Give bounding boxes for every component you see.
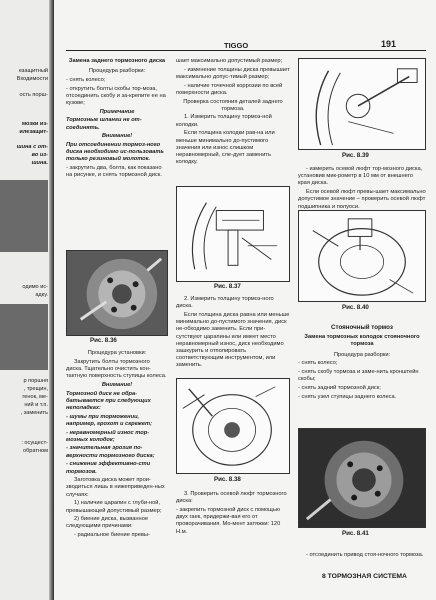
paragraph: 1) наличие царапин с глуби-ной, превышающей допустимый размер; <box>66 500 162 514</box>
fault-item: - шумы при торможении, например, грохот и скрежет; <box>66 413 152 427</box>
figure-caption: Рис. 8.38 <box>214 476 241 483</box>
left-fragment: шина. <box>31 160 48 166</box>
column-1-top <box>66 58 168 181</box>
figure-8-41-photo <box>298 428 426 528</box>
column-2-bottom <box>176 491 290 537</box>
paragraph: 1. Измерить толщину тормоз-ной колодки. <box>176 114 272 128</box>
fault-item: - неравномерный износ тор-мозных колодок; <box>66 429 150 443</box>
figure-8-39-drawing <box>298 58 426 150</box>
paragraph: 2) биение диска, вызванное следующими причинами: <box>66 516 149 530</box>
step-item: - отсоединить привод стоя-ночного тормоза. <box>306 552 424 558</box>
note-title: Примечание <box>99 108 135 115</box>
right-page <box>54 0 436 600</box>
section-heading: Замена тормозных колодок стояночного тормоза <box>304 334 420 348</box>
paragraph: Заготовка диска может прои-зводиться лишь в нижеприведен-ных случаях: <box>66 477 165 498</box>
left-fragment: во из- <box>31 152 48 158</box>
left-fragment: адку. <box>35 292 48 298</box>
left-fragment: илезащит- <box>19 129 48 135</box>
paragraph: 3. Проверить осевой люфт тормозного диска: <box>176 491 287 505</box>
column-2-middle <box>176 296 290 371</box>
figure-caption: Рис. 8.39 <box>342 152 369 159</box>
figure-8-38-drawing <box>176 378 290 474</box>
warning-text: При отсоединении тормоз-ного диска необходимо ис-пользовать только резиновый молоток. <box>66 142 164 163</box>
note-text: Тормозные шланги не от-соединять. <box>66 117 142 131</box>
figure-caption: Рис. 8.37 <box>214 283 241 290</box>
left-fragment: одимо ис- <box>22 284 48 290</box>
step-item: - открутить болты скобы тор-моза, отсоединить скобу и за-крепите ее на кузове; <box>66 85 166 107</box>
step-item: - закрутить два, болта, как показано на рисунке, и снять тормозной диск. <box>66 165 162 179</box>
column-2-top <box>176 58 290 168</box>
step-item: - снять колесо; <box>298 360 338 367</box>
attention-text: Тормозной диск не обра-батывается при следующих неполадках: <box>66 390 151 411</box>
footer-section-title: 8 ТОРМОЗНАЯ СИСТЕМА <box>322 573 407 580</box>
step-item: - снять узел ступицы заднего колеса. <box>298 393 397 400</box>
left-page-edge <box>0 0 54 600</box>
procedure-intro: Процедура разборки: <box>333 351 391 358</box>
paragraph: 2. Измерить толщину тормоз-ного диска. <box>176 296 274 310</box>
left-fragment: езащитный <box>18 68 48 74</box>
figure-8-37-drawing <box>176 186 290 282</box>
column-3-middle <box>298 324 426 402</box>
attention-title: Внимание! <box>101 381 133 388</box>
procedure-intro: Процедура разборки: <box>88 68 146 75</box>
paragraph: - измерить осевой люфт тор-мозного диска, установив мик-рометр в 10 мм от внешнего края диска. <box>298 166 423 187</box>
left-fragment: генок, ме- <box>22 394 48 400</box>
fault-item: - значительная эрозия по-верхности тормозного диска; <box>66 445 155 459</box>
procedure-intro: Процедура установки: <box>87 350 147 356</box>
paragraph: - закрепить тормозной диск с помощью двух гаек, придержи-вая его от проворачивания. Мо-мент затяжки: 120 Н.м. <box>176 506 281 535</box>
column-1-bottom <box>66 350 168 541</box>
left-fragment: ость порш- <box>19 92 48 98</box>
paragraph: шает максимально допустимый размер; <box>176 58 283 64</box>
left-fragment: мозки из- <box>21 121 48 127</box>
warning-title: Внимание! <box>101 133 133 140</box>
subheading: Проверка состояния деталей заднего тормоза. <box>183 98 283 112</box>
figure-8-40-drawing <box>298 210 426 302</box>
paragraph: Если толщина колодки рав-на или меньше минимально до-пустимого значения или износ слишком неравномерный, сле-дует заменить колодку. <box>176 130 275 166</box>
left-fragment: ний и т.п. <box>24 402 48 408</box>
left-fragment: шина с от- <box>16 144 48 150</box>
paragraph: Если осевой люфт превы-шает максимально допустимое значение – проверить осевой люфт подшипника и полуоси. <box>298 189 426 210</box>
figure-8-36-photo <box>66 250 168 336</box>
left-fragment: : осущест- <box>21 440 48 446</box>
step-item: - снять скобу тормоза и заме-нить кронштейн скобы; <box>298 369 419 383</box>
page-number: 191 <box>381 39 397 49</box>
left-fragment: р поршня <box>23 378 48 384</box>
column-3-upper <box>298 166 426 212</box>
step-item: - снять колесо; <box>66 76 106 83</box>
paragraph: Закрутить болты тормозного диска. Тщательно очистить кон-тактную поверхность ступицы колеса. <box>66 358 167 380</box>
left-fragment: Входимости <box>16 76 48 82</box>
column-3-bottom <box>298 552 426 561</box>
left-fragment: , трещин, <box>23 386 48 392</box>
header-rule <box>66 50 426 51</box>
paragraph: - наличие точечной коррозии по всей поверхности диска. <box>176 82 283 96</box>
figure-caption: Рис. 8.41 <box>342 530 369 537</box>
paragraph: - изменение толщины диска превышает максимально допус-тимый размер; <box>176 66 290 80</box>
fault-item: - снижение эффективно-сти тормозов. <box>66 461 151 475</box>
left-fragment: обратном <box>22 448 48 454</box>
figure-caption: Рис. 8.40 <box>342 304 369 311</box>
step-item: - снять задний тормозной диск; <box>298 384 381 391</box>
paragraph: Если толщина диска равна или меньше минимально до-пустимого значения, диск не-обходимо заменить. Если при-сутствуют царапины или имеет место неравномерный износ, диск необходимо зашкурить и отполировать соответствующим инструментом, или заменить. <box>176 311 290 369</box>
paragraph: - радиальное биение превы- <box>74 532 150 539</box>
running-header-brand: TIGGO <box>224 41 249 50</box>
left-page-photo <box>0 304 48 370</box>
section-heading: Стояночный тормоз <box>331 324 393 331</box>
figure-caption: Рис. 8.36 <box>90 337 117 344</box>
left-fragment: , заменить <box>20 410 48 416</box>
section-heading: Замена заднего тормозного диска <box>68 58 166 64</box>
left-page-photo <box>0 180 48 252</box>
